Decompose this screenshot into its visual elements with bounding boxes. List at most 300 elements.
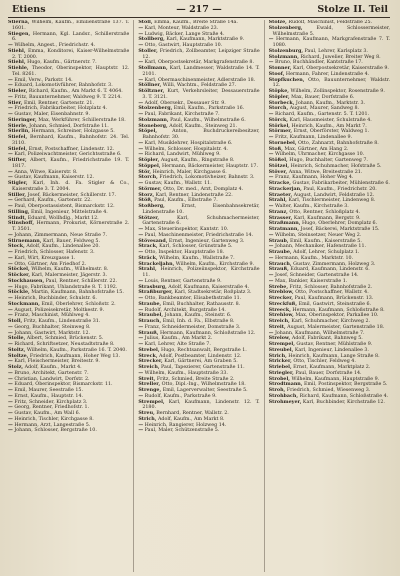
entry-surname: Strich, [138,415,157,422]
entry-surname: Stierna, [8,20,30,25]
entry-surname: Streich, [138,364,160,370]
entry-details: Paul, Maschinenmeister, Friedrichstraße 14. [144,232,254,238]
entry-surname: — [8,358,13,365]
entry-surname: Strauß, [268,266,289,273]
entry-surname: — [8,168,13,175]
entry-details: Karl, Malermeister, Jägerstr. 3. [31,273,108,278]
entry-details: Hermann, Kaufmann, Schloßstraße 8. [292,307,385,313]
entry-details: Karl, Kaufmann, Lindenstr. 12. T. 2180. [142,399,260,411]
entry-details: Karl, Oberpostsekretär, Markgrafenstraße 8. [144,60,254,66]
entry-details: Gustav, Maler, Eisenbahnstr. 9. [14,112,90,117]
entry-surname: Stötzel, [268,162,290,169]
entry-surname: — [8,249,13,255]
entry-surname: — [8,329,13,336]
entry-surname: — [8,76,13,83]
entry-details: Heinrich, Polizeiinspektor, Kirchstraße 11. [142,267,260,278]
entry-details: Hermann, Kgl. Landsr., Schillerstraße 6. [12,31,130,43]
entry-surname: — [8,151,13,158]
entry-details: Max, Bankier, Kaiserstraße 1. [274,278,348,284]
entry-surname: Strempel, [268,341,295,347]
entry-surname: — [138,249,144,255]
entry-details: Johann, Zimmermann, Neue Straße 7. [14,232,108,238]
entry-surname: Stranz, [268,208,288,215]
entry-details: Adolf, Lehrer, Schulplatz 1. [293,250,360,255]
directory-entry [138,428,259,434]
entry-surname: Strackeljahn, [138,260,175,267]
entry-surname: — [8,410,13,416]
directory-entry [138,49,259,61]
entry-details: Gustav, Fabrikarbeiter, Mühlenstraße 6. [292,181,390,186]
entry-surname: — [268,111,274,117]
entry-surname: — [138,341,144,347]
entry-surname: Stößel, [268,157,288,163]
entry-details: Max, Gärtner, Am Hang 2. [284,146,349,152]
entry-surname: Streller, [138,381,161,388]
entry-details: Hermann, Fahrer, Lindenstraße 4. [285,71,370,77]
entry-surname: — [8,375,13,382]
entry-surname: Stricker, [268,358,292,365]
entry-details: Heinrich, Maler, Kirchgasse 6. [152,169,227,175]
header-right-name: Stolze II. Teil [317,4,388,15]
entry-details: Fritz, Schneider, Kirchplatz 3. [14,399,88,405]
entry-surname: Striebel, [268,364,292,370]
entry-surname: — [268,134,274,140]
entry-surname: Strauch, [138,318,162,324]
entry-details: Wilhelm, Kaufmann, Hauptstraße 9. [291,376,380,382]
entry-surname: Strack, [138,243,158,250]
entry-details: Friedrich, Fabrikarbeiter, Holzplatz 4. [14,106,108,112]
entry-surname: Stöpke, [268,88,289,94]
entry-details: Paul, Oberpostassistent, Bismarckstr. 12. [14,204,115,209]
entry-details: Eduard, Kaufmann, Lindenstr. 6. [290,267,370,273]
directory-entry [8,49,129,61]
entry-details: Wilhelm, Zollinspektor, Rosenstraße 9. [290,89,385,94]
entry-surname: Stolzenberg, [138,105,173,112]
entry-surname: — [8,323,13,330]
directory-entry [8,66,129,78]
entry-details: Johann, Mechaniker, Hafenstraße 11. [274,244,367,250]
entry-details: Otto, Bankbeamter, Elisabethstraße 11. [144,296,242,301]
entry-surname: Strauch, [268,260,292,267]
entry-surname: Streich, [268,318,290,324]
entry-details: Adolf, Kaufmann, Kaiserstraße 4. [168,284,250,290]
entry-details: Adolf, Obersekr., Dessauer Str. 9. [144,100,226,106]
entry-details: Gustav, Kaufmann, Kaiserstr. 12. [14,175,95,181]
entry-surname: — [8,398,13,405]
entry-surname: — [8,427,13,434]
entry-surname: Strohbach, [268,392,299,399]
entry-surname: — [138,323,144,330]
entry-details: Gustav, Kaufm., Am Wall 6. [14,411,81,416]
column-separator [264,20,265,572]
entry-surname: Stöckel, [8,266,30,273]
entry-details: Christian, Landwirt, Dorfstr. 2. [14,376,90,382]
entry-surname: — [8,404,13,411]
entry-surname: Strelow, [268,335,291,342]
entry-details: Paul, Fabrikant, Kirchstraße 7. [144,112,220,117]
entry-details: Fritz, Schmied, Breite Straße 2. [156,376,235,382]
entry-surname: — [8,254,13,261]
entry-details: Adolf, Kaufm., Markt 4. [24,365,82,370]
entry-surname: — [8,197,13,204]
entry-details: Paul, Maler, Schützenstraße 5. [144,428,220,434]
entry-details: Karl, Fleischermeister, Breitestr. 9. [14,359,100,365]
entry-surname: Strobel, [268,375,290,382]
entry-surname: Stigler, [8,180,28,186]
entry-details: Wilhelm, Kaufm., Hauptstraße 33. [144,370,228,376]
entry-details: Otto, Postschaffner, Wallstr. 4. [295,290,369,296]
entry-details: Friedrich, Lokomotivheizer, Bahnstr. 3. [159,175,255,181]
entry-surname: — [268,254,274,261]
directory-entry [138,267,259,279]
entry-details: Willi, Wachtm., Feldstraße 27. [162,83,237,89]
entry-surname: Stiehle, [8,65,29,71]
entry-surname: — [138,231,144,238]
entry-details: Eduard, Wollhdlg., Markt 12. [27,215,99,221]
entry-surname: — [138,295,144,301]
entry-surname: Stöpel, [138,128,158,135]
entry-surname: Strasburg, [138,283,167,290]
entry-details: Emma, Kaufm., Breite Straße 14a. [154,20,238,25]
entry-details: August, Landwirt, Feldstraße 12. [293,192,375,198]
entry-surname: Stockmann, [8,300,40,307]
entry-details: Karl, Obermaschinenmeister, Adlerstraße 18. [144,77,256,83]
directory-entry [269,26,390,38]
entry-surname: — [8,105,13,112]
entry-surname: Strehlow, [268,312,294,319]
entry-surname: Stirnemann, [8,237,42,244]
entry-details: Karl, Ingenieur, Lindenallee 3. [294,347,369,353]
entry-details: Hugo, Rechtsanwalt, Bergstraße 1. [161,347,247,353]
entry-surname: Streck, [138,352,158,359]
entry-details: Adolf, Kaufm., Lindenallee 20. [26,244,100,250]
entry-surname: Striegler, [268,369,294,376]
entry-details: Louis, Rentner, Gartenstraße 9. [144,278,222,284]
directory-entry [138,66,259,78]
entry-details: Paul, Kaufm., Wilhelmstraße 6. [170,117,246,123]
entry-surname: — [138,392,144,399]
entry-surname: Stötzer, [138,214,160,221]
entry-details: Otto, Inspektor, Hauptstraße 18. [144,250,225,255]
entry-details: Paul, Bauer, Dorfstraße 14. [295,370,362,376]
entry-surname: — [268,329,274,336]
entry-details: Rudolf, Kaufm., Parkstraße 9. [144,393,217,399]
entry-surname: Stoof, [268,70,285,77]
entry-details: Max, Werkführer, Schillerstraße 18. [38,117,126,123]
entry-details: Emil, Verw., Parkstr. 14. [14,77,73,83]
entry-surname: — [8,381,13,388]
entry-details: Julius, Kaufm., Am Markt 2. [144,336,213,342]
entry-details: Heinrich, Kaufm., Am Markt 7. [291,123,367,129]
entry-surname: Straeter, [268,191,293,198]
entry-details: Albert, Kaufm., Friedrichstraße 19. T. 1817. [12,158,130,169]
directory-entry [8,32,129,44]
entry-surname: Stornebel, [268,139,297,146]
entry-surname: — [8,306,13,313]
entry-details: Ernst, Postschaffner, Lindenstr. 12. [28,146,115,152]
entry-details: Karl, Schuhmacher, Kirchweg 2. [291,319,371,324]
entry-surname: Stolle, [8,335,26,342]
entry-details: Bruno, Architekt, Gartenstr. 7. [14,370,89,376]
entry-details: Emma, Konditorei, Kaiser-Wilhelmstraße 2. T. 2000. [12,48,130,60]
entry-details: Anton, Buchdruckereibesitzer, Bahnhofstr. 30. [142,129,260,140]
entry-details: Heinrich, Tischler, Kirchgasse 8. [14,416,94,422]
entry-details: Johann, Schmied, Dorfstraße 11. [29,123,109,129]
entry-details: Josef, Bäckerei, Marktstraße 15. [300,227,380,232]
entry-details: Fritz, Kaufm., Lindenstraße 31. [23,319,101,324]
entry-surname: Strich, [268,352,287,359]
entry-details: Karl, Lehrer, Alte Straße 7. [144,342,211,347]
entry-details: Karl, Wirt, Kreuzgasse 1. [14,255,76,261]
entry-surname: Storbeck, [268,99,295,106]
entry-details: Emil, Kaufm., Kaiserstraße 5. [290,238,362,244]
entry-surname: Straub, [268,237,289,244]
entry-surname: Straube, [138,300,162,307]
entry-details: Karl, Hausmeister, Schulstraße 4. [289,117,372,123]
entry-surname: Stöltzner, [138,88,165,94]
entry-surname: Stollmann, [138,65,168,71]
entry-surname: — [138,421,144,428]
running-header [8,4,390,16]
entry-surname: — [138,226,144,232]
entry-surname: Streit, [268,323,286,330]
entry-details: Emil, Postinspektor, Bergstraße 5. [304,382,388,388]
entry-details: Georg, Buchhalter, Steinweg 8. [14,324,91,330]
entry-surname: — [138,427,144,434]
directory-entry [138,129,259,141]
entry-surname: Stöcker, [8,272,31,278]
entry-surname: Stracke, [268,180,291,186]
entry-surname: — [8,341,13,347]
entry-surname: Stierle, [8,122,28,129]
entry-surname: — [138,369,144,376]
entry-details: Richard, Kaufm., Am Markt 6. T. 4064. [28,89,123,94]
entry-details: August, Polizeisekretär, Moltkestr. 9. [14,307,105,313]
entry-details: Karl, Schuhmachermeister, Gartenstraße 6. [142,215,260,227]
entry-surname: — [138,24,144,31]
entry-surname: Störkel, [268,122,290,129]
entry-details: Heinrich, Kaufmann, Lange Straße 8. [288,353,380,359]
entry-surname: Strohmeyer, [268,398,302,405]
entry-surname: — [268,174,274,181]
entry-surname: Stieringer, [8,116,37,123]
entry-details: Ernst, Oberförster, Waldweg 1. [293,129,370,135]
entry-surname: — [138,180,144,186]
entry-surname: Stöß, [138,197,153,204]
entry-details: Franz, Kaufmann, Hoher Weg 4. [274,175,354,181]
directory-entry [138,89,259,101]
entry-surname: Stinshoff, [8,220,34,227]
entry-surname: Streu, [138,410,155,416]
entry-details: Karl, Musiklehrer, Hospitalstraße 6. [144,140,233,146]
entry-surname: Stiegen, [8,30,31,37]
entry-surname: Strecker, [138,358,163,365]
directory-column-2 [138,20,259,572]
entry-surname: — [138,111,144,117]
entry-details: Richard, Juwelier, Breiter Weg 8. [300,54,381,60]
entry-surname: Straube, [268,249,292,255]
entry-surname: — [138,306,144,313]
entry-details: Karl, Rentner, Lindenstraße 22. [155,192,233,198]
entry-details: Johann, Gastwirt, Marktstr. 12. [14,330,91,336]
entry-details: Karl, Landmesser, Waldstraße 14. T. 2101. [142,66,260,77]
entry-details: Theodor, Oberinspektor, Hauptstr. 12. Tel. 8261. [12,66,130,77]
entry-surname: Stoneberg, [138,122,168,129]
entry-surname: Streit, [138,375,156,382]
directory-entry [8,428,129,434]
entry-surname: Straubel, [138,312,164,319]
entry-surname: Strebel, [138,346,160,353]
entry-details: Wilhelm, Schlosser, Hospitalstr. 4. [144,146,228,152]
entry-details: Wilhelm, Kaufm., Parkstraße 16. T. 2040. [26,347,127,353]
entry-surname: Strasser, [268,214,293,221]
entry-surname: Stoltze, [8,352,29,359]
entry-surname: Stierlin, [8,128,30,135]
header-rule [8,17,390,18]
entry-details: Karl, Gärtnerei, Am Graben 5. [164,359,238,365]
entry-details: Anna, Witwe, Breitestraße 21. [288,169,363,175]
entry-surname: — [8,421,13,428]
entry-surname: Stoßberg, [138,203,165,209]
entry-details: Paul, Tapezierer, Gartenstraße 11. [161,365,245,370]
entry-details: Hermann, Bäckermeister, Hauptstr. 17. [162,163,258,169]
entry-details: Eduard, Oberinspektor, Bismarckstr. 11. [14,382,113,388]
entry-surname: Strauß, [138,329,159,336]
entry-surname: — [138,277,144,284]
entry-surname: Strodtmann, [268,381,303,388]
entry-surname: Stoltz, [8,346,26,353]
entry-details: Emil, Rentner, Gartenstr. 21. [23,100,94,106]
directory-entry [8,181,129,193]
entry-details: Paul, Kaufmann, Brückenstr. 13. [294,296,374,301]
entry-surname: Störmer, [268,128,293,135]
entry-details: Hugo, Fabrikant, Uhlandstraße 8. T. 1192. [14,284,118,290]
entry-details: Heinrich, Schuhmacher, Hofstraße 5. [290,163,382,169]
entry-details: Hugo, Oberlehrer, Domplatz 6. [301,221,378,227]
entry-surname: — [268,231,274,238]
entry-surname: Stiehl, [8,47,26,54]
entry-details: Johann, Kaufm., Steinstr. 6. [164,313,232,319]
entry-details: Emil, Kaufm., Parkstraße 16. [173,106,245,112]
entry-details: Gustav, Rentner, Mühlstraße 9. [296,342,373,347]
entry-surname: — [8,111,13,117]
entry-details: Gerhard, Kaufm., Gartenstr. 22. [14,198,92,204]
entry-surname: — [8,387,13,393]
entry-details: Anna, Witwe, Kaiserstr. 8. [14,169,78,175]
entry-details: Emil, Lagerverwalter, Seestraße 5. [162,388,248,393]
entry-surname: Störmer, [138,185,162,192]
entry-surname: — [138,59,144,66]
entry-surname: — [138,76,144,83]
entry-surname: Strenge, [138,387,162,393]
entry-details: Bruno, Buchhändler, Kantstraße 17. [274,60,363,66]
entry-details: Wilhelm, Kaufm., Kirchstraße 9. [175,261,255,267]
entry-details: Adolf, Postbeamter, Lindenstr. 12. [159,353,242,359]
entry-surname: Stiehl, [8,59,26,66]
entry-details: Rudolf, Maschinist, Feldstraße 25. [288,20,373,25]
entry-details: Paul, Kaufm., Friedrichstr. 20. [303,186,377,192]
entry-details: Emil, Gastwirt, Steinstraße 6. [298,301,372,307]
directory-entry [269,400,390,406]
entry-surname: — [8,174,13,181]
entry-details: Fritz, Kaufmann, Lindenallee 9. [274,135,353,140]
entry-surname: Stoll, [8,318,23,324]
entry-surname: Stonner, [268,65,292,71]
entry-surname: — [268,243,274,250]
entry-surname: — [268,272,274,278]
entry-details: Friedrich, Schmied, Wiesenweg 3. [286,388,371,393]
entry-details: Paul, Lehrer, Karlsplatz 3. [304,48,368,54]
entry-details: Rudolf, Architekt, Burgstraße 14. [144,307,226,313]
entry-surname: Stindt, [8,214,27,221]
entry-details: Friedrich, Kaufmann, Hoher Weg 13. [29,353,120,359]
entry-details: Wilhelm, Kaufm., Emilienstraße 137. T. 1601. [12,20,130,31]
entry-details: Karl, Kaufmann, Bergstr. 9. [293,215,361,221]
entry-details: Bernhard, Rentner, Wallstr. 2. [156,411,229,416]
entry-details: Josef, Schneider, Gartenstraße 14. [274,273,359,278]
entry-details: Karl, Polizeiwachtmeister, Gerichtsstraße 6. [14,152,122,158]
entry-details: Ernst, Kaufmann, Marktplatz 2. [293,365,371,370]
entry-details: Otto, Tischler, Feldweg 4. [293,359,356,365]
entry-surname: Stiefel, [8,134,28,140]
entry-details: Richard, Kaufm., Gartenstr. 5. T. 1201. [274,112,370,117]
entry-details: August, Maurer, Sandweg 8. [289,106,360,112]
entry-surname: Strebe, [268,283,288,290]
entry-details: Franz, Schneidermeister, Domstraße 3. [144,324,241,330]
entry-details: Paul, Rentner, Schillerstr. 22. [45,278,118,284]
entry-details: Georg, Rentner, Friedhofstr. 1. [14,405,90,411]
entry-surname: — [268,203,274,209]
entry-details: Max, Steuerinspektor, Kantstr. 10. [144,227,229,232]
entry-details: Bernhard, Kaufm., Bahnhofstr. 24. Tel. 3110. [12,135,130,146]
directory-entry [138,216,259,228]
entry-surname: Strempel, [138,398,165,405]
entry-details: Hermann, Schreiner, Holzgasse 5. [31,129,115,135]
entry-surname: Stolzenberg, [268,24,303,31]
entry-surname: Stöppel, [138,162,161,169]
directory-column-1 [8,20,129,572]
entry-details: Otto, Bauunternehmer, Waldstr. 12. [272,77,390,89]
entry-surname: Storz, [138,191,155,198]
entry-surname: Streblow, [268,289,294,296]
entry-surname: Strecker, [268,295,294,301]
entry-details: Karl, Schlosser, Grünstraße 5. [159,244,233,250]
entry-surname: — [8,260,13,267]
entry-details: August, Malermeister, Gartenstraße 18. [287,324,385,330]
entry-surname: — [268,36,274,43]
directory-entry [8,158,129,170]
entry-surname: Stier, [8,99,23,106]
entry-surname: — [268,59,274,66]
entry-surname: Stiefel, [8,145,28,152]
entry-surname: Stolz, [8,364,24,370]
entry-surname: — [8,295,13,301]
entry-details: Wilhelm, Angest., Friedrichstr. 4. [14,43,96,48]
entry-details: Ernst, Eisenbahnsekretär, Lindenstraße 10. [142,204,260,215]
entry-details: Karl, Bauer, Feldweg 5. [42,238,101,244]
entry-surname: Störck, [268,116,288,123]
entry-surname: Stock, [8,243,25,250]
entry-surname: — [138,139,144,146]
entry-details: Franz, Maschinist, Mühlweg 4. [14,313,90,319]
entry-surname: — [8,415,13,422]
entry-surname: Stolzenburg, [268,47,304,54]
entry-surname: Streubel, [268,346,294,353]
entry-details: Emil, Ingenieur, Mittelstraße 4. [31,209,108,215]
entry-details: Hermann, Kaufmann, Schloßstraße 12. [159,330,256,336]
entry-details: Adolf, Kaufm., Steinweg 21. [169,123,238,129]
entry-surname: Stöpler, [138,157,160,163]
